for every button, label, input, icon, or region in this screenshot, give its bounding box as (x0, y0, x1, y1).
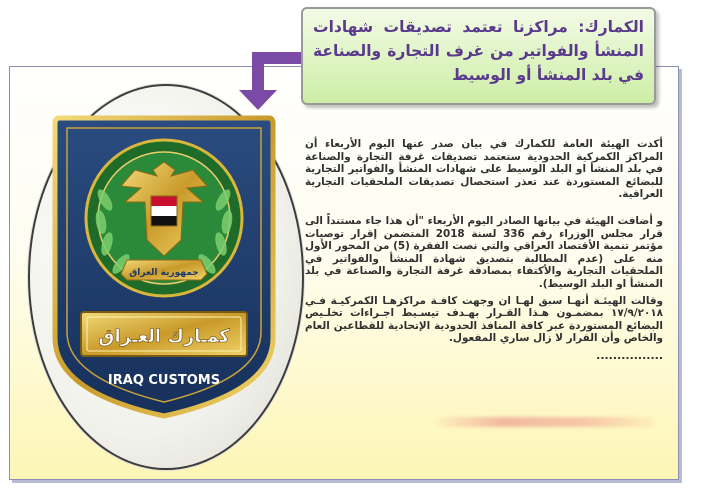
headline-callout (301, 7, 656, 105)
emblem-arabic-text: كمـارك العـراق (98, 326, 230, 347)
blurred-source-line (437, 417, 655, 427)
article-ellipsis: ................ (596, 348, 663, 362)
emblem-english-text: IRAQ CUSTOMS (107, 373, 221, 388)
article-paragraph-3: وقالت الهيئـة أنهـا سبق لهـا ان وجهت كافـة مراكزهـا الكمركيـة فـي ١٧/٩/٢٠١٨ بمضمـون هـذا القـرار بهـدف تيسـيط اجـراءات تخلـيص البضائع المستوردة عبر كافة المنافذ الحدودية الإتحادية للقطاعين العام والخاص وأن القرار لا زال ساري المفعول. (305, 294, 663, 345)
ribbon-text: جمهورية العراق (129, 268, 199, 278)
article-body (305, 138, 663, 362)
article-paragraph-2: و أضافت الهيئة في بيانها الصادر اليوم الأربعاء "أن هذا جاء مستنداً الى قرار مجلس الوزراء رقم 336 لسنة 2018 المتضمن إقرار توصيات مؤتمر تنمية الأقتصاد العراقي والتي نصت الفقرة (5) من المحور الأول منه على (عدم المطالبة بتصديق شهادة المنشأ والفواتير في الملحقيات التجارية والأكتفاء بمصادقة غرفة التجارة والصناعة في بلد المنشأ او البلد الوسيط). (305, 214, 664, 290)
iraq-customs-badge (47, 110, 281, 422)
arrow-down-icon (239, 90, 277, 110)
headline-text: الكمارك: مراكزنا تعتمد تصديقات شهادات المنشأ والفواتير من غرف التجارة والصناعة في بلد المنشأ أو الوسيط (313, 18, 644, 84)
article-paragraph-1: أكدت الهيئة العامة للكمارك في بيان صدر عنها اليوم الأربعاء أن المراكز الكمركية الحدودية ستعتمد تصديقات غرفة التجارة والصناعة في بلد المنشأ او البلد الوسيط على شهادات المنشأ والفواتير التجارية للبضائع المستوردة عند تعذر استحصال تصديقات الملحقيات التجارية العراقية. (305, 138, 663, 201)
